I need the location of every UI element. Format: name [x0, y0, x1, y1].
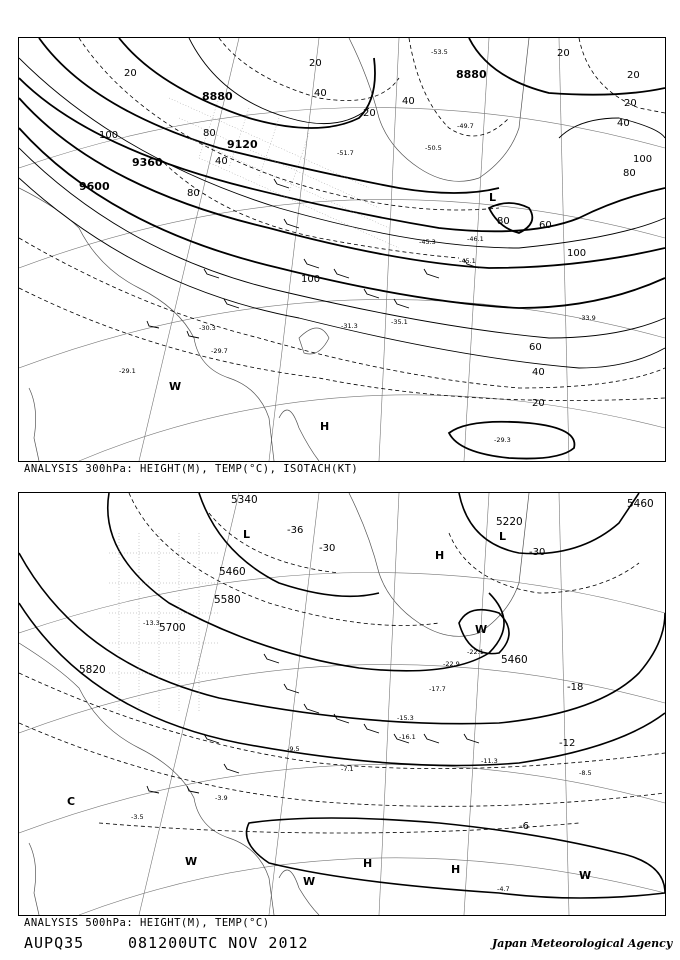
- isotach-label: 80: [623, 168, 636, 179]
- obs-label: -13.3: [143, 619, 160, 627]
- temp-label: -51.7: [337, 149, 354, 157]
- isotach-label: 80: [497, 216, 510, 227]
- temp-label: -30.3: [199, 324, 216, 332]
- warm-marker: W: [185, 855, 198, 868]
- height-label-group: [79, 68, 487, 193]
- marker-group: [169, 191, 496, 433]
- height-label: 5580: [214, 594, 241, 606]
- isotach-label: 100: [99, 130, 119, 141]
- high-pressure-marker: H: [363, 857, 373, 870]
- isotach-label: 100: [633, 154, 653, 165]
- jet-hatch: [169, 98, 399, 248]
- warm-marker: W: [475, 623, 488, 636]
- obs-label: -4.7: [497, 885, 510, 893]
- isotach-contours: [19, 38, 665, 368]
- agency-name: Japan Meteorological Agency: [492, 937, 673, 950]
- high-pressure-marker: H: [451, 863, 461, 876]
- map-500hpa: [19, 493, 665, 915]
- high-pressure-marker: H: [435, 549, 445, 562]
- temp-contour-label: -30: [529, 547, 546, 558]
- isotach-label: 80: [203, 128, 216, 139]
- temp-label: -29.1: [119, 367, 136, 375]
- height-label: 5460: [219, 566, 246, 578]
- warm-marker: W: [579, 869, 592, 882]
- isotherms: [19, 38, 665, 401]
- isotach-label: 100: [301, 274, 321, 285]
- isotach-label: 20: [309, 58, 322, 69]
- warm-marker: W: [303, 875, 316, 888]
- isotach-label: 20: [363, 108, 376, 119]
- coastline: [19, 38, 529, 461]
- temp-label: -49.7: [457, 122, 474, 130]
- obs-label: -3.5: [131, 813, 144, 821]
- height-contours: [19, 493, 665, 898]
- temp-label: -53.5: [431, 48, 448, 56]
- isotach-label: 20: [124, 68, 137, 79]
- obs-label: -11.3: [481, 757, 498, 765]
- isotach-label: 80: [187, 188, 200, 199]
- temp-label: -46.1: [467, 235, 484, 243]
- isotach-label-group: [99, 48, 652, 409]
- cold-marker: C: [67, 795, 76, 808]
- isotach-label: 40: [314, 88, 327, 99]
- temp-contour-label: -36: [287, 525, 304, 536]
- obs-label: -7.1: [341, 765, 354, 773]
- low-pressure-marker: L: [499, 530, 507, 543]
- height-label: 9120: [227, 138, 258, 151]
- height-label: 9600: [79, 180, 110, 193]
- low-pressure-marker: L: [243, 528, 251, 541]
- height-label: 5460: [501, 654, 528, 666]
- isotach-label: 20: [557, 48, 570, 59]
- obs-label: -16.1: [399, 733, 416, 741]
- chart-code: AUPQ35: [24, 934, 85, 952]
- high-pressure-marker: H: [320, 420, 330, 433]
- temp-label: -31.3: [341, 322, 358, 330]
- temp-contour-label-group: [287, 525, 583, 832]
- obs-label: -15.3: [397, 714, 414, 722]
- obs-label: -9.5: [287, 745, 300, 753]
- isotach-label: 20: [624, 98, 637, 109]
- isotach-label: 60: [539, 220, 552, 231]
- height-label: 8880: [456, 68, 487, 81]
- height-label: 5340: [231, 494, 258, 506]
- obs-label: -3.9: [215, 794, 228, 802]
- obs-label: -22.1: [467, 648, 484, 656]
- low-pressure-marker: L: [489, 191, 497, 204]
- caption-300hpa: ANALYSIS 300hPa: HEIGHT(M), TEMP(°C), ISOTACH(KT): [24, 463, 359, 475]
- height-label: 5220: [496, 516, 523, 528]
- isotach-label: 100: [567, 248, 587, 259]
- chart-300hpa: [18, 37, 666, 462]
- obs-label: -22.9: [443, 660, 460, 668]
- coastline: [19, 493, 529, 915]
- height-label: 9360: [132, 156, 163, 169]
- height-label: 5820: [79, 664, 106, 676]
- temp-label: -45.1: [459, 257, 476, 265]
- temp-label: -45.3: [419, 238, 436, 246]
- height-label-group: [79, 494, 654, 676]
- isotach-label: 40: [215, 156, 228, 167]
- latlon-grid: [19, 493, 665, 915]
- isotach-label: 20: [532, 398, 545, 409]
- map-300hpa: [19, 38, 665, 461]
- temp-label: -33.9: [579, 314, 596, 322]
- caption-500hpa: ANALYSIS 500hPa: HEIGHT(M), TEMP(°C): [24, 917, 270, 929]
- temp-contour-label: -30: [319, 543, 336, 554]
- chart-500hpa: [18, 492, 666, 916]
- temp-label: -29.7: [211, 347, 228, 355]
- obs-label: -17.7: [429, 685, 446, 693]
- isotach-label: 40: [617, 118, 630, 129]
- temp-label: -35.1: [391, 318, 408, 326]
- isotach-label: 60: [529, 342, 542, 353]
- temp-label: -29.3: [494, 436, 511, 444]
- isotach-label: 40: [532, 367, 545, 378]
- height-label: 5700: [159, 622, 186, 634]
- warm-marker: W: [169, 380, 182, 393]
- obs-label: -8.5: [579, 769, 592, 777]
- temp-label: -50.5: [425, 144, 442, 152]
- temp-contour-label: -18: [567, 682, 584, 693]
- isotach-label: 20: [627, 70, 640, 81]
- height-label: 5460: [627, 498, 654, 510]
- isotach-label: 40: [402, 96, 415, 107]
- height-label: 8880: [202, 90, 233, 103]
- valid-time: 081200UTC NOV 2012: [128, 934, 309, 952]
- temp-contour-label: -12: [559, 738, 576, 749]
- temp-contour-label: -6: [519, 821, 529, 832]
